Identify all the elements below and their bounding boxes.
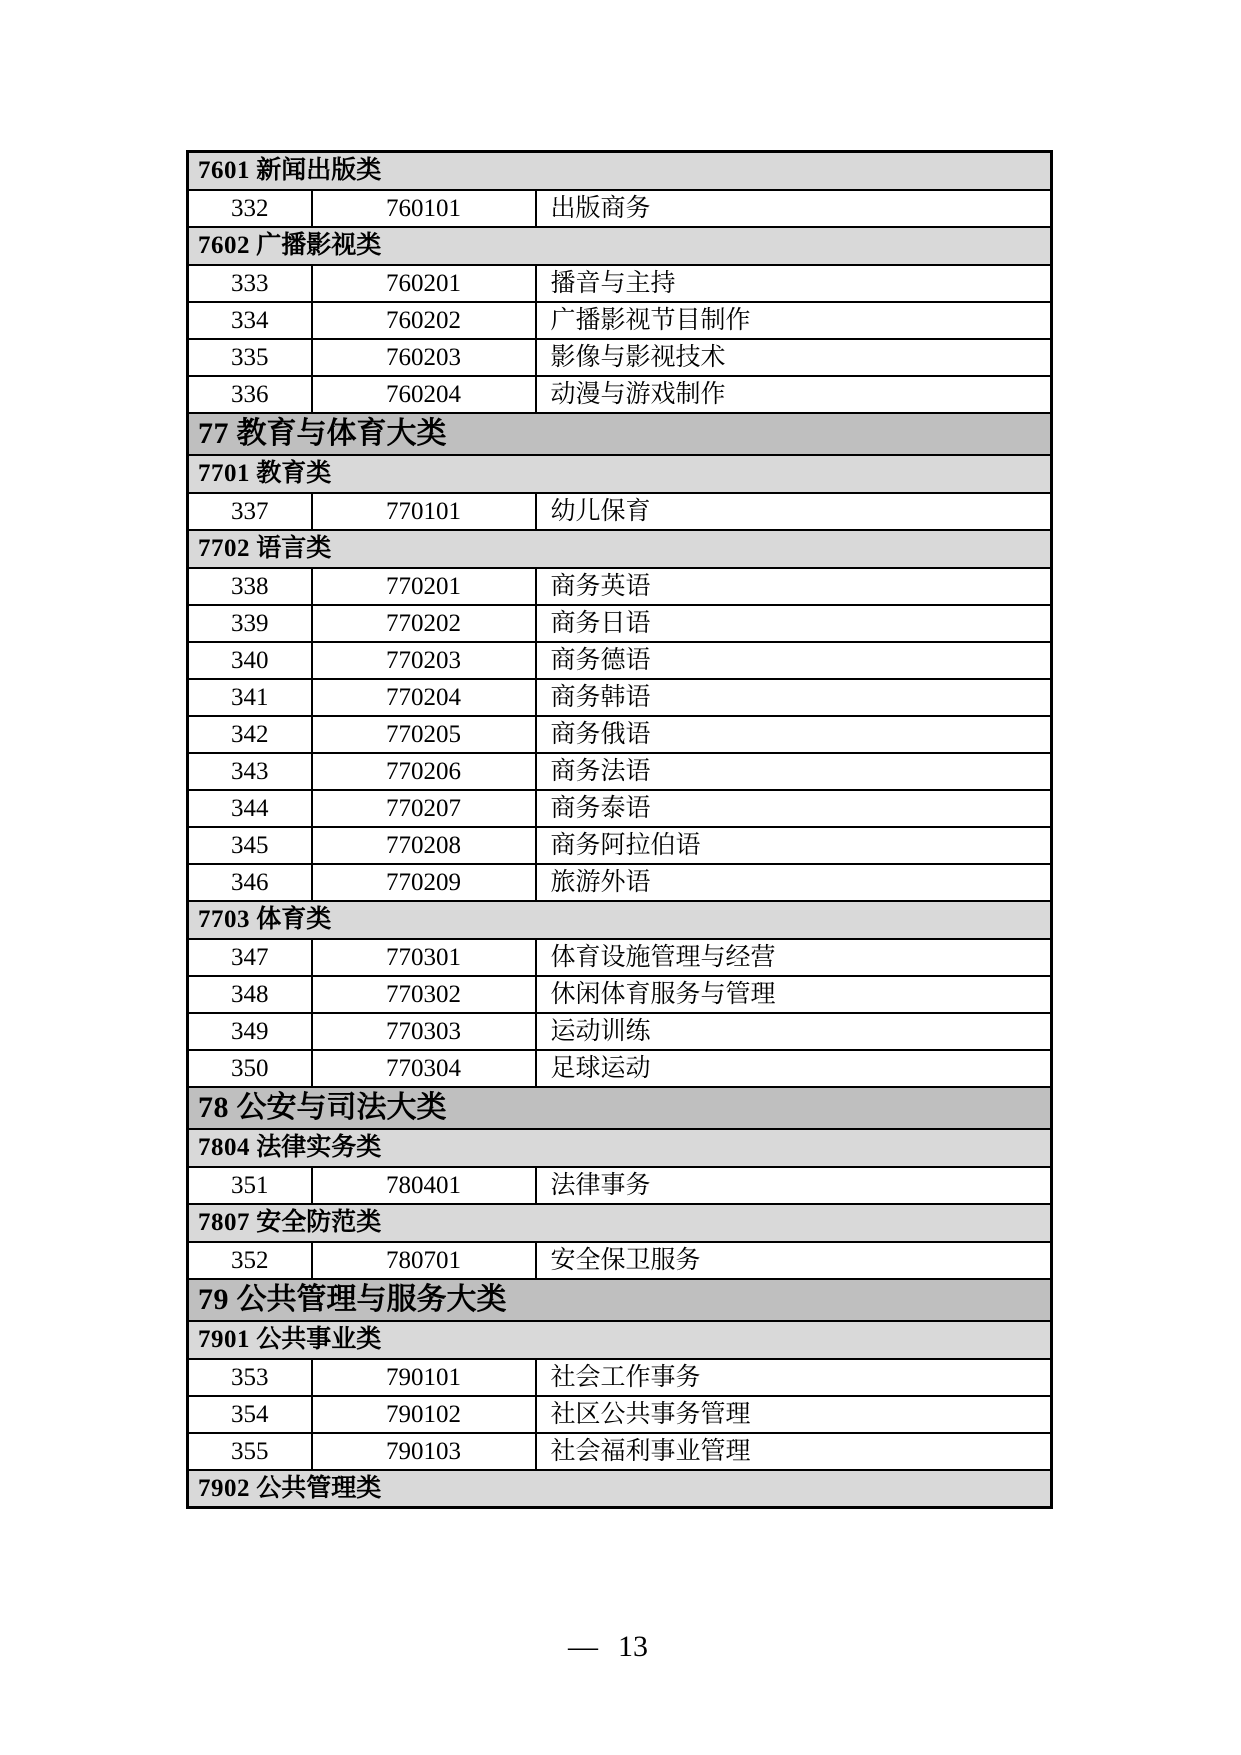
seq-cell: 355 bbox=[188, 1433, 312, 1470]
code-cell: 770204 bbox=[312, 679, 536, 716]
category-name: 公共管理类 bbox=[256, 1474, 382, 1502]
footer-dash: — bbox=[568, 1630, 598, 1663]
category-code: 7901 bbox=[198, 1326, 250, 1353]
name-cell: 幼儿保育 bbox=[536, 493, 1052, 530]
major-item-row bbox=[188, 679, 1052, 716]
seq-cell: 334 bbox=[188, 302, 312, 339]
category-header-cell bbox=[188, 227, 1052, 265]
seq-cell: 347 bbox=[188, 939, 312, 976]
name-cell: 法律事务 bbox=[536, 1167, 1052, 1204]
category-code: 7902 bbox=[198, 1474, 250, 1502]
category-header-cell bbox=[188, 455, 1052, 493]
subcategory-header-row bbox=[188, 227, 1052, 265]
category-header-cell bbox=[188, 413, 1052, 455]
subcategory-header-row bbox=[188, 152, 1052, 190]
major-item-row bbox=[188, 265, 1052, 302]
major-item-row bbox=[188, 568, 1052, 605]
major-item-row bbox=[188, 1396, 1052, 1433]
name-cell: 出版商务 bbox=[536, 190, 1052, 227]
name-cell: 商务俄语 bbox=[536, 716, 1052, 753]
name-cell: 商务法语 bbox=[536, 753, 1052, 790]
category-code: 7703 bbox=[198, 906, 250, 933]
name-cell: 社区公共事务管理 bbox=[536, 1396, 1052, 1433]
seq-cell: 338 bbox=[188, 568, 312, 605]
subcategory-header-row bbox=[188, 1129, 1052, 1167]
code-cell: 770207 bbox=[312, 790, 536, 827]
category-header-cell bbox=[188, 1204, 1052, 1242]
major-codes-table-body bbox=[188, 152, 1052, 1508]
seq-cell: 350 bbox=[188, 1050, 312, 1087]
major-item-row bbox=[188, 1433, 1052, 1470]
major-item-row bbox=[188, 827, 1052, 864]
category-name: 安全防范类 bbox=[256, 1209, 382, 1236]
subcategory-header-row bbox=[188, 1321, 1052, 1359]
name-cell: 旅游外语 bbox=[536, 864, 1052, 901]
seq-cell: 333 bbox=[188, 265, 312, 302]
code-cell: 760201 bbox=[312, 265, 536, 302]
code-cell: 760204 bbox=[312, 376, 536, 413]
subcategory-header-row bbox=[188, 530, 1052, 568]
seq-cell: 341 bbox=[188, 679, 312, 716]
name-cell: 商务英语 bbox=[536, 568, 1052, 605]
code-cell: 770201 bbox=[312, 568, 536, 605]
category-name: 公共事业类 bbox=[256, 1326, 382, 1353]
code-cell: 770208 bbox=[312, 827, 536, 864]
category-header-cell bbox=[188, 901, 1052, 939]
name-cell: 体育设施管理与经营 bbox=[536, 939, 1052, 976]
code-cell: 770209 bbox=[312, 864, 536, 901]
category-name: 法律实务类 bbox=[256, 1134, 382, 1161]
major-item-row bbox=[188, 339, 1052, 376]
code-cell: 770301 bbox=[312, 939, 536, 976]
subcategory-header-row bbox=[188, 1204, 1052, 1242]
major-category-header-row bbox=[188, 1279, 1052, 1321]
name-cell: 休闲体育服务与管理 bbox=[536, 976, 1052, 1013]
name-cell: 商务阿拉伯语 bbox=[536, 827, 1052, 864]
category-code: 7807 bbox=[198, 1209, 250, 1236]
category-code: 78 bbox=[198, 1090, 229, 1124]
seq-cell: 332 bbox=[188, 190, 312, 227]
seq-cell: 340 bbox=[188, 642, 312, 679]
seq-cell: 335 bbox=[188, 339, 312, 376]
seq-cell: 336 bbox=[188, 376, 312, 413]
seq-cell: 346 bbox=[188, 864, 312, 901]
name-cell: 商务泰语 bbox=[536, 790, 1052, 827]
name-cell: 足球运动 bbox=[536, 1050, 1052, 1087]
major-item-row bbox=[188, 493, 1052, 530]
major-item-row bbox=[188, 190, 1052, 227]
category-header-cell bbox=[188, 152, 1052, 190]
name-cell: 社会福利事业管理 bbox=[536, 1433, 1052, 1470]
major-item-row bbox=[188, 302, 1052, 339]
seq-cell: 337 bbox=[188, 493, 312, 530]
category-code: 7601 bbox=[198, 157, 250, 185]
seq-cell: 352 bbox=[188, 1242, 312, 1279]
code-cell: 770203 bbox=[312, 642, 536, 679]
major-item-row bbox=[188, 1167, 1052, 1204]
major-category-header-row bbox=[188, 1087, 1052, 1129]
major-item-row bbox=[188, 605, 1052, 642]
code-cell: 760202 bbox=[312, 302, 536, 339]
name-cell: 商务日语 bbox=[536, 605, 1052, 642]
category-code: 79 bbox=[198, 1282, 229, 1316]
category-name: 教育类 bbox=[256, 460, 332, 487]
major-item-row bbox=[188, 864, 1052, 901]
code-cell: 790103 bbox=[312, 1433, 536, 1470]
major-item-row bbox=[188, 753, 1052, 790]
code-cell: 770202 bbox=[312, 605, 536, 642]
seq-cell: 348 bbox=[188, 976, 312, 1013]
seq-cell: 353 bbox=[188, 1359, 312, 1396]
name-cell: 运动训练 bbox=[536, 1013, 1052, 1050]
name-cell: 广播影视节目制作 bbox=[536, 302, 1052, 339]
page-number: 13 bbox=[618, 1630, 648, 1663]
code-cell: 780701 bbox=[312, 1242, 536, 1279]
name-cell: 安全保卫服务 bbox=[536, 1242, 1052, 1279]
code-cell: 760203 bbox=[312, 339, 536, 376]
code-cell: 770304 bbox=[312, 1050, 536, 1087]
code-cell: 790102 bbox=[312, 1396, 536, 1433]
major-item-row bbox=[188, 1242, 1052, 1279]
page-footer bbox=[186, 1630, 1030, 1663]
major-item-row bbox=[188, 642, 1052, 679]
category-code: 7804 bbox=[198, 1134, 250, 1161]
name-cell: 商务韩语 bbox=[536, 679, 1052, 716]
category-header-cell bbox=[188, 1129, 1052, 1167]
subcategory-header-row bbox=[188, 901, 1052, 939]
code-cell: 780401 bbox=[312, 1167, 536, 1204]
seq-cell: 351 bbox=[188, 1167, 312, 1204]
major-codes-table bbox=[186, 150, 1053, 1509]
seq-cell: 343 bbox=[188, 753, 312, 790]
major-item-row bbox=[188, 976, 1052, 1013]
code-cell: 770206 bbox=[312, 753, 536, 790]
category-name: 公共管理与服务大类 bbox=[236, 1282, 507, 1316]
major-item-row bbox=[188, 1050, 1052, 1087]
category-header-cell bbox=[188, 530, 1052, 568]
category-header-cell bbox=[188, 1279, 1052, 1321]
category-name: 公安与司法大类 bbox=[236, 1090, 447, 1124]
category-name: 教育与体育大类 bbox=[236, 416, 447, 450]
category-code: 77 bbox=[198, 416, 229, 450]
major-category-header-row bbox=[188, 413, 1052, 455]
name-cell: 播音与主持 bbox=[536, 265, 1052, 302]
category-header-cell bbox=[188, 1087, 1052, 1129]
category-code: 7602 bbox=[198, 232, 250, 259]
category-name: 新闻出版类 bbox=[256, 157, 382, 185]
seq-cell: 342 bbox=[188, 716, 312, 753]
name-cell: 动漫与游戏制作 bbox=[536, 376, 1052, 413]
category-header-cell bbox=[188, 1470, 1052, 1508]
code-cell: 770101 bbox=[312, 493, 536, 530]
seq-cell: 345 bbox=[188, 827, 312, 864]
category-name: 体育类 bbox=[256, 906, 332, 933]
subcategory-header-row bbox=[188, 455, 1052, 493]
major-item-row bbox=[188, 939, 1052, 976]
seq-cell: 349 bbox=[188, 1013, 312, 1050]
seq-cell: 344 bbox=[188, 790, 312, 827]
name-cell: 社会工作事务 bbox=[536, 1359, 1052, 1396]
major-item-row bbox=[188, 716, 1052, 753]
subcategory-header-row bbox=[188, 1470, 1052, 1508]
category-header-cell bbox=[188, 1321, 1052, 1359]
code-cell: 760101 bbox=[312, 190, 536, 227]
code-cell: 770303 bbox=[312, 1013, 536, 1050]
name-cell: 商务德语 bbox=[536, 642, 1052, 679]
major-item-row bbox=[188, 1013, 1052, 1050]
seq-cell: 354 bbox=[188, 1396, 312, 1433]
category-name: 广播影视类 bbox=[256, 232, 382, 259]
code-cell: 770205 bbox=[312, 716, 536, 753]
major-item-row bbox=[188, 1359, 1052, 1396]
major-item-row bbox=[188, 790, 1052, 827]
category-name: 语言类 bbox=[256, 535, 332, 562]
major-item-row bbox=[188, 376, 1052, 413]
name-cell: 影像与影视技术 bbox=[536, 339, 1052, 376]
category-code: 7701 bbox=[198, 460, 250, 487]
code-cell: 790101 bbox=[312, 1359, 536, 1396]
seq-cell: 339 bbox=[188, 605, 312, 642]
category-code: 7702 bbox=[198, 535, 250, 562]
code-cell: 770302 bbox=[312, 976, 536, 1013]
